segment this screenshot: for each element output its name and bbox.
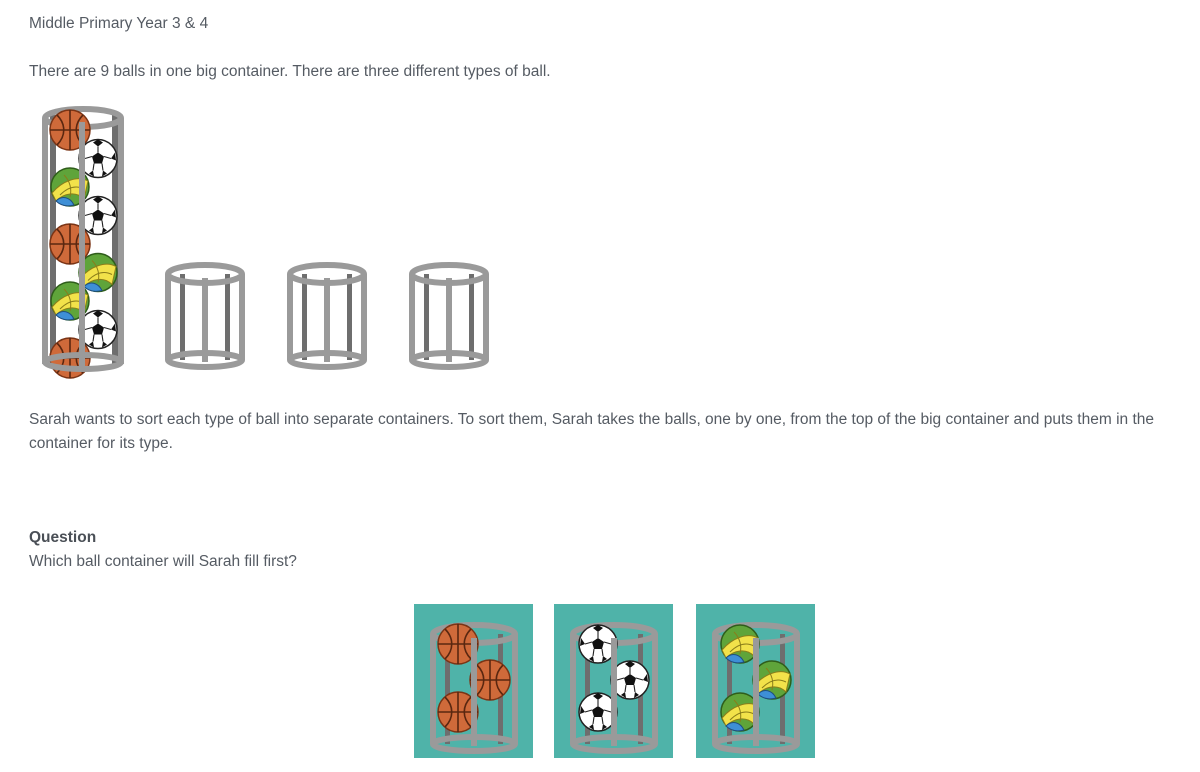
empty-container xyxy=(409,265,489,367)
empty-container xyxy=(287,265,367,367)
option-volleyball-container[interactable] xyxy=(696,604,815,758)
volleyball-container-icon xyxy=(696,604,815,758)
intro-text: There are 9 balls in one big container. There are three different types of ball. xyxy=(29,63,551,80)
option-soccer-ball-container[interactable] xyxy=(554,604,673,758)
year-level: Middle Primary Year 3 & 4 xyxy=(29,15,209,32)
soccer-ball-container-icon xyxy=(554,604,673,758)
empty-container xyxy=(165,265,245,367)
question-label: Question xyxy=(29,529,97,546)
basketball-container-icon xyxy=(414,604,533,758)
question-text: Which ball container will Sarah fill first? xyxy=(29,553,297,570)
sorting-text: Sarah wants to sort each type of ball into separate containers. To sort them, Sarah takes the balls, one by one, from the top of the big container and puts them in the container for its type. xyxy=(29,411,1154,452)
option-basketball-container[interactable] xyxy=(414,604,533,758)
